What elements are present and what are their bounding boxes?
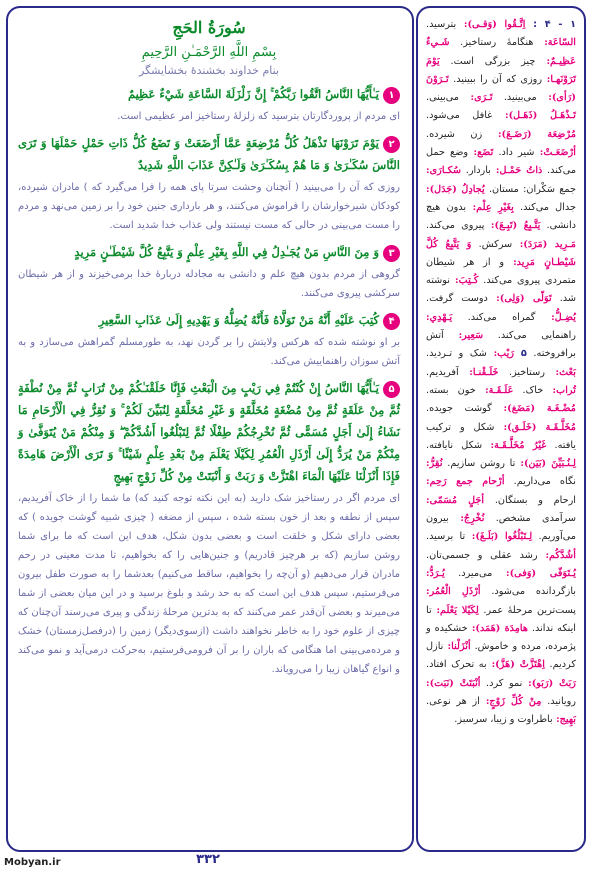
glossary-term: تَـرَوْنَ (رَأی): (426, 73, 576, 104)
glossary-term: ۵ (514, 348, 527, 360)
verse-text: وَ مِنَ النَّاسِ مَنْ يُجَـٰدِلُ فِي اللَّهِ بِغَيْرِ عِلْمٍ وَ يَتَّبِعُ كُلَّ شَيْطَـٰنٍ مَرِيدٍ (74, 245, 379, 259)
glossary-meaning: و از هر شیطان متمردی پیروی می‌کند. (426, 256, 576, 287)
glossary-term: لِـتَبْلُغُوا (بَلَـغَ): (465, 531, 533, 543)
verse-block (18, 377, 400, 679)
glossary-meaning: جمع سَكْران: مستان. (484, 183, 576, 195)
verse-text: يَـٰأَيُّهَا النَّاسُ إِنْ كُنْتُمْ فِي رَيْبٍ مِنَ الْبَعْثِ فَإِنَّا خَلَقْنَـٰكُمْ مِنْ تُرَابٍ ثُمَّ مِنْ نُطْفَةٍ ثُمَّ مِنْ عَلَقَةٍ ثُمَّ مِنْ مُضْغَةٍ مُخَلَّقَةٍ وَ غَيْرِ مُخَلَّقَةٍ لِنُبَيِّنَ لَكُمْ ۚ وَ نُقِرُّ فِي الْأَرْحَامِ مَا نَشَاءُ إِلَىٰ أَجَلٍ مُسَمًّى ثُمَّ نُخْرِجُكُمْ طِفْلًا ثُمَّ لِتَبْلُغُوا أَشُدَّكُمْ ۖ وَ مِنْكُمْ مَنْ يُتَوَفَّىٰ وَ مِنْكُمْ مَنْ يُرَدُّ إِلَىٰ أَرْذَلِ الْعُمُرِ لِكَيْلَا يَعْلَمَ مِنْ بَعْدِ عِلْمٍ شَيْئًا ۚ وَ تَرَى الْأَرْضَ هَامِدَةً فَإِذَا أَنْزَلْنَا عَلَيْهَا الْمَاءَ اهْتَزَّتْ وَ رَبَتْ وَ أَنْبَتَتْ مِنْ كُلِّ زَوْجٍ بَهِيجٍ (18, 381, 400, 483)
glossary-term: تَضَع: (468, 147, 494, 159)
verse-arabic (18, 132, 400, 176)
glossary-term: بَعْث: (544, 366, 576, 378)
glossary-term: أرْذَلِ الْعُمُر: (426, 586, 481, 598)
glossary-term: رَبَتْ (رَبَو): (522, 677, 576, 689)
glossary-term: مُضْـغَـة (مَضَغ): (491, 403, 576, 415)
verse-arabic (18, 377, 400, 487)
verse-text: كُتِبَ عَلَيْهِ أَنَّهُ مَنْ تَوَلَّاهُ فَأَنَّهُ يُضِلُّهُ وَ يَهْدِيهِ إِلَىٰ عَذَابِ السَّعِيرِ (98, 313, 379, 327)
glossary-term: أنْبَتَتْ (نَبَت): (426, 677, 481, 689)
glossary-meaning: جدال می‌کند. (513, 201, 576, 213)
glossary-meaning: رستاخیز. (498, 366, 545, 378)
glossary-meaning: آتش برافروخته. (426, 330, 576, 360)
glossary-meaning: آفریدیم. (426, 366, 459, 378)
glossary-term: خَلَـقْنـا: (458, 366, 499, 378)
glossary-term: يُـرَدُّ: (426, 567, 445, 579)
glossary-meaning: تا روشن سازیم. (442, 458, 516, 470)
verse-translation: روزی که آن را می‌بینید ( آنچنان وحشت سرتا پای همه را فرا می‌گیرد که ) مادران شیرده، کودکان شیرخوارشان را فراموش می‌کنند، و هر بارداری جنین خود را بر زمین می‌نهد و مردم را مست می‌بینی در حالی که مست نیستند ولی عذاب خدا شدید است. (18, 182, 400, 231)
glossary-term: اِتَّـقُوا (وَقـی): (456, 19, 526, 30)
verse-translation: ای مردم از پروردگارتان بترسید که زلزلۀ رستاخیز امر عظیمی است. (117, 111, 400, 122)
verse-number-badge: ۵ (383, 381, 400, 398)
glossary-meaning: گوشت جویده. (426, 403, 492, 415)
glossary-meaning: بیرون می‌آوریم. (426, 513, 576, 543)
glossary-term: يُجادِلُ (جَدَل): (426, 183, 485, 195)
glossary-meaning: شیر داد. (493, 147, 535, 159)
glossary-term: أجَلٍ مُسَمّی: (426, 494, 485, 506)
verse-block (18, 132, 400, 235)
glossary-term: يَتَّـبِعُ (تَبِـعَ): (484, 220, 541, 232)
glossary-term: ذاتُ حَمْـل: (490, 165, 543, 177)
glossary-term: رَيْب: (486, 348, 515, 360)
glossary-term: تَوَلّی (وَلِی): (487, 293, 552, 305)
glossary-term: السّاعَة: (533, 37, 576, 49)
glossary-term: ۱ - ۴ : (525, 19, 576, 30)
glossary-meaning: از هر نوعی. (426, 695, 480, 707)
glossary-meaning: باردار. (461, 165, 491, 177)
verse-arabic (18, 309, 400, 331)
glossary-meaning: باطراوت و زیبا، سرسبز. (454, 714, 553, 726)
glossary-term: بَهِيج: (552, 714, 576, 726)
glossary-term: سَعِير: (443, 330, 484, 342)
glossary-term: لِكَيْلا يَعْلَم: (431, 604, 479, 616)
glossary-term: عَلَـقَـة: (475, 384, 514, 396)
glossary-meaning: پیروی می‌کند. (426, 220, 485, 232)
verse-number-badge: ۲ (383, 136, 400, 153)
glossary-term: سُكـارَی: (426, 165, 462, 177)
glossary-term: يَـهْدِي: (426, 311, 453, 323)
glossary-meaning: ارحام و بستگان. (484, 494, 576, 506)
verse-translation: ای مردم اگر در رستاخیز شک دارید (به این نکته توجه کنید که) ما شما را از خاک آفریدیم، سپس از نطفه و بعد از خون بسته شده ، سپس از مضغه ( چیزی شبیه گوشت جویده ) که بعضی دارای شکل و خلقت است و بعضی بدون شکل، هدف این است که ما برای شما روشن سازیم (که بر هرچیز قادریم) و جنین‌هایی را که بخواهیم، تا مدت معینی در رحم مادران قرار می‌دهیم (و آن‌چه را بخواهیم، ساقط می‌کنیم) بعدشما را به صورت طفل بیرون می‌فرستیم، سپس هدف این است که به حد رشد و بلوغ برسید و در این میان بعضی از شما می‌میرند و بعضی آن‌قدر عمر می‌کنند که به بدترین مرحلۀ زندگی و پیری می‌رسند آن‌چنان که چیزی از علوم خود را به خاطر نخواهند داشت (ازسوی‌دیگر) زمین را (درفصل‌زمستان) خشک و مرده‌می‌بینی اما هنگامی که باران را بر آن فرومی‌فرستیم، به‌حرکت درمی‌آید و نمو می‌کند و انواع گیاهان زیبا را می‌رویاند. (18, 493, 400, 675)
glossary-term: مُخَلَّـقَـة (خَلَـق): (494, 421, 576, 433)
verse-block (18, 83, 400, 126)
glossary-term: تَـذْهَـلُ (ذَهَـل): (492, 110, 576, 122)
glossary-term: وَ يَتَّبِعُ كُلَّ شَيْطـانٍ مَرِيد: (426, 238, 576, 268)
glossary-meaning: غافل می‌شود. (426, 110, 493, 122)
glossary-meaning: گمراه می‌کند. (452, 311, 536, 323)
verse-translation: گروهی از مردم بدون هیچ علم و دانشی به مجادله دربارۀ خدا برمی‌خیزند و از هر شیطان سرکشی پیروی می‌کنند. (18, 269, 400, 299)
glossary-term: لِـنُـبَيِّنَ (بَيَن): (515, 458, 576, 470)
glossary-term: يُـتَوَفّی (وَفی): (492, 567, 576, 579)
glossary-meaning: چیز بزرگی است. (439, 55, 536, 67)
glossary-meaning: هنگامۀ رستاخیز. (449, 37, 534, 49)
glossary-meaning: بازگردانده می‌شود. (480, 586, 576, 598)
glossary-term: أرْحام جمع رَحِم: (426, 476, 505, 488)
glossary-term: يُضِـلُّ: (535, 311, 576, 323)
glossary-text (418, 8, 584, 736)
glossary-meaning: شکل و ترکیب یافته. (426, 421, 576, 451)
glossary-meaning: نوشته شد. (426, 275, 576, 305)
surah-title: سُورَةُ الحَجِ (172, 18, 246, 37)
glossary-term: اِهْتَزَّتْ (هَزَّ): (486, 659, 545, 671)
glossary-term: بِغَيْرِ عِلْم: (466, 201, 514, 213)
glossary-term: مِنْ كُلِّ زَوْجٍ: (479, 695, 542, 707)
glossary-term: مَـرِيد (مَرَدَ): (512, 238, 576, 250)
glossary-meaning: شکل نایافته. (426, 439, 483, 451)
verse-text: يَوْمَ تَرَوْنَهَا تَذْهَلُ كُلُّ مُرْضِعَةٍ عَمَّا أَرْضَعَتْ وَ تَضَعُ كُلُّ ذَاتِ حَمْلٍ حَمْلَهَا وَ تَرَى النَّاسَ سُكَـٰرَىٰ وَ مَا هُمْ بِسُكَـٰرَىٰ وَلَـٰكِنَّ عَذَابَ اللَّهِ شَدِيدٌ (18, 136, 400, 172)
glossary-term: أرْضَعَـتْ: (534, 147, 576, 159)
glossary-panel (416, 6, 586, 852)
verse-arabic (18, 241, 400, 263)
glossary-meaning: می‌میرد. (444, 567, 493, 579)
verse-number-badge: ۴ (383, 313, 400, 330)
glossary-meaning: روزی که آن را ببینید. (448, 73, 543, 85)
glossary-term: مُرْضِعَة (رَضَـعَ): (482, 128, 577, 140)
basmala: بِسْمِ اللَّهِ الرَّحْمَـٰنِ الرَّحِيمِ (141, 45, 277, 60)
glossary-meaning: تا برسید. (426, 531, 466, 543)
verse-block (18, 241, 400, 303)
glossary-meaning: سرآمدی مشخص. (484, 513, 577, 525)
glossary-term: غَيْرُ مُخَلَّـقَـة: (482, 439, 547, 451)
glossary-meaning: راهنمایی می‌کند. (483, 330, 576, 342)
glossary-meaning: زن شیرده. (426, 128, 483, 140)
glossary-term: أنْزَلْنا: (443, 641, 471, 653)
glossary-meaning: تا اینکه نداند. (426, 604, 576, 634)
glossary-term: شَـيءٌ عَظِيـمٌ: (426, 37, 576, 67)
glossary-meaning: خاک. (513, 384, 544, 396)
glossary-meaning: دوست گرفت. (426, 293, 488, 305)
glossary-meaning: خشکیده و پژمرده، مرده و خاموش. (426, 622, 576, 653)
basmala-translation: بنام خداوند بخشندۀ بخشایشگر (139, 64, 279, 77)
verse-translation: بر او نوشته شده که هرکس ولایتش را بر گردن نهد، به طورمسلم گمراهش می‌سازد و به آتش سوزان راهنماییش می‌کند. (18, 337, 400, 367)
glossary-meaning: خون بسته. (426, 384, 476, 396)
glossary-term: نُخْرِجُ: (448, 513, 485, 525)
glossary-term: هامِدَة (هَمَد): (467, 622, 528, 634)
glossary-meaning: نمو کرد. (480, 677, 523, 689)
verse-arabic (18, 83, 400, 105)
glossary-term: تَـرَی: (458, 92, 493, 104)
glossary-meaning: نگاه می‌داریم. (504, 476, 576, 488)
verse-block (18, 309, 400, 371)
glossary-meaning: شک و تـردید. (426, 348, 487, 360)
glossary-meaning: رویانید. (541, 695, 576, 707)
glossary-term: تُراب: (543, 384, 576, 396)
glossary-meaning: می‌بینید. (492, 92, 537, 104)
page-number: ۳۳۲ (196, 852, 220, 867)
glossary-term: أشُدَّكُم: (537, 549, 576, 561)
verse-number-badge: ۱ (383, 87, 400, 104)
verse-text: يَـٰأَيُّهَا النَّاسُ اتَّقُوا رَبَّكُمْ ۚ إِنَّ زَلْزَلَةَ السَّاعَةِ شَيْءٌ عَظِيمٌ (127, 87, 379, 101)
glossary-meaning: وضع حمل می‌کند. (426, 147, 577, 177)
glossary-meaning: سرکش. (471, 238, 513, 250)
glossary-meaning: بترسید. (426, 19, 457, 30)
site-watermark: Mobyan.ir (4, 857, 61, 868)
verse-number-badge: ۳ (383, 245, 400, 262)
glossary-meaning: بدون هیچ دانشی. (426, 201, 576, 232)
glossary-meaning: رشد عقلی و جسمی‌تان. (426, 549, 538, 561)
glossary-meaning: پست‌ترین مرحلۀ عمر. (478, 604, 576, 616)
glossary-term: نُقِرُّ: (426, 458, 443, 470)
glossary-term: كُـتِبَ: (449, 275, 479, 287)
verses-panel (6, 6, 414, 852)
glossary-meaning: می‌بینی. (426, 92, 459, 104)
glossary-meaning: به تحرک افتاد. (426, 659, 487, 671)
glossary-meaning: نازل کردیم. (426, 641, 576, 671)
glossary-term: يَوْمَ تَرَوْنَهـا: (426, 55, 576, 85)
